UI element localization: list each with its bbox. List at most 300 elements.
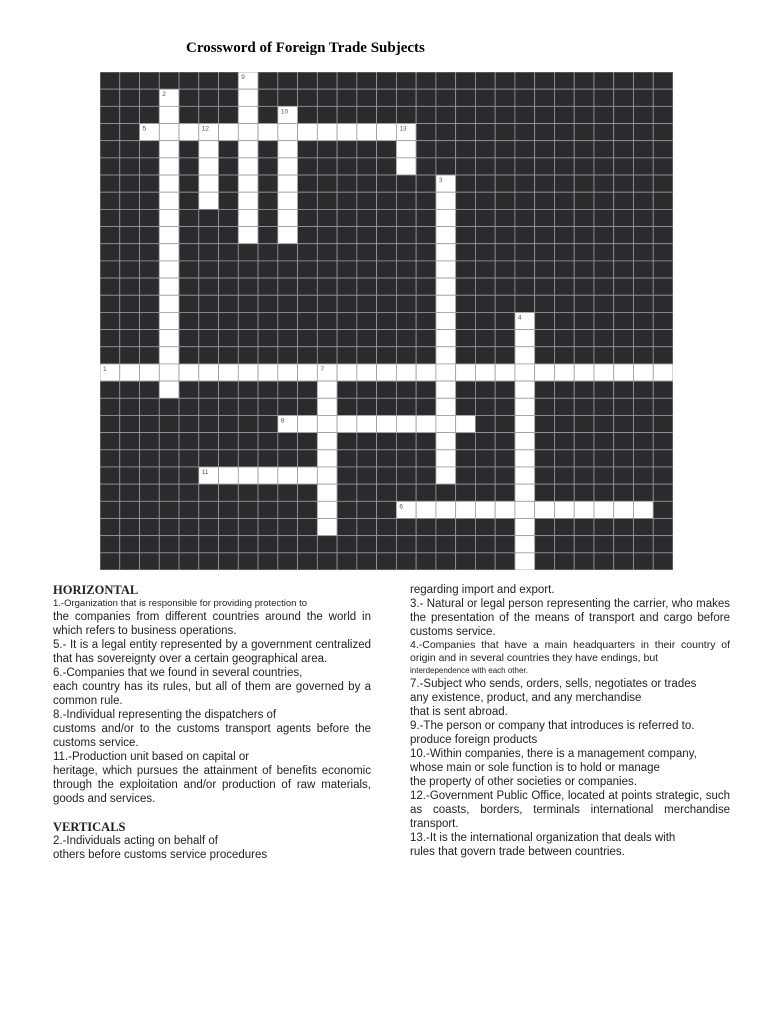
block-cell	[120, 141, 140, 158]
block-cell	[416, 330, 436, 347]
block-cell	[377, 141, 397, 158]
answer-cell[interactable]	[396, 364, 416, 381]
block-cell	[278, 312, 298, 329]
block-cell	[554, 89, 574, 106]
block-cell	[633, 227, 653, 244]
answer-cell[interactable]	[436, 501, 456, 518]
block-cell	[377, 261, 397, 278]
block-cell	[416, 312, 436, 329]
block-cell	[456, 106, 476, 123]
block-cell	[298, 192, 318, 209]
block-cell	[199, 501, 219, 518]
block-cell	[219, 536, 239, 553]
block-cell	[594, 278, 614, 295]
answer-cell[interactable]	[278, 364, 298, 381]
block-cell	[456, 295, 476, 312]
clue-number-1: 1	[103, 365, 107, 373]
block-cell	[574, 158, 594, 175]
answer-cell[interactable]	[436, 467, 456, 484]
answer-cell[interactable]	[278, 192, 298, 209]
answer-cell[interactable]	[238, 89, 258, 106]
answer-cell[interactable]	[456, 415, 476, 432]
block-cell	[614, 158, 634, 175]
block-cell	[594, 312, 614, 329]
answer-cell[interactable]	[436, 398, 456, 415]
answer-cell[interactable]	[159, 261, 179, 278]
block-cell	[554, 347, 574, 364]
block-cell	[100, 209, 120, 226]
block-cell	[120, 433, 140, 450]
answer-cell[interactable]	[298, 364, 318, 381]
answer-cell[interactable]	[416, 501, 436, 518]
answer-cell[interactable]	[475, 501, 495, 518]
block-cell	[416, 484, 436, 501]
answer-cell[interactable]	[238, 467, 258, 484]
block-cell	[515, 244, 535, 261]
block-cell	[357, 347, 377, 364]
answer-cell[interactable]	[515, 433, 535, 450]
answer-cell[interactable]	[357, 415, 377, 432]
answer-cell[interactable]	[238, 141, 258, 158]
block-cell	[535, 89, 555, 106]
block-cell	[515, 141, 535, 158]
block-cell	[219, 312, 239, 329]
clue-v4: 4.-Companies that have a main headquarters in their country of origin and in several countries they have endings, but	[410, 639, 730, 664]
answer-cell[interactable]	[515, 536, 535, 553]
answer-cell[interactable]	[159, 124, 179, 141]
block-cell	[317, 312, 337, 329]
answer-cell[interactable]	[317, 518, 337, 535]
block-cell	[278, 89, 298, 106]
block-cell	[416, 192, 436, 209]
block-cell	[258, 501, 278, 518]
block-cell	[219, 330, 239, 347]
answer-cell[interactable]	[436, 261, 456, 278]
block-cell	[456, 347, 476, 364]
answer-cell[interactable]	[535, 501, 555, 518]
answer-cell[interactable]	[317, 450, 337, 467]
answer-cell[interactable]	[258, 364, 278, 381]
answer-cell[interactable]	[436, 278, 456, 295]
answer-cell[interactable]	[377, 364, 397, 381]
answer-cell[interactable]	[199, 364, 219, 381]
block-cell	[574, 381, 594, 398]
answer-cell[interactable]	[416, 415, 436, 432]
block-cell	[100, 398, 120, 415]
block-cell	[140, 261, 160, 278]
answer-cell[interactable]	[317, 124, 337, 141]
block-cell	[535, 278, 555, 295]
horizontal-heading: HORIZONTAL	[53, 583, 139, 597]
block-cell	[515, 295, 535, 312]
block-cell	[179, 381, 199, 398]
block-cell	[475, 106, 495, 123]
block-cell	[475, 244, 495, 261]
block-cell	[337, 158, 357, 175]
block-cell	[298, 381, 318, 398]
answer-cell[interactable]	[159, 106, 179, 123]
answer-cell[interactable]	[515, 553, 535, 570]
answer-cell[interactable]	[515, 501, 535, 518]
block-cell	[179, 433, 199, 450]
block-cell	[515, 124, 535, 141]
block-cell	[475, 536, 495, 553]
answer-cell[interactable]	[337, 124, 357, 141]
answer-cell[interactable]	[337, 415, 357, 432]
block-cell	[337, 244, 357, 261]
block-cell	[535, 72, 555, 89]
answer-cell[interactable]	[574, 364, 594, 381]
block-cell	[298, 141, 318, 158]
block-cell	[159, 501, 179, 518]
block-cell	[179, 175, 199, 192]
answer-cell[interactable]	[436, 450, 456, 467]
answer-cell[interactable]	[436, 381, 456, 398]
answer-cell[interactable]	[238, 106, 258, 123]
answer-cell[interactable]	[396, 158, 416, 175]
answer-cell[interactable]	[159, 227, 179, 244]
block-cell	[337, 278, 357, 295]
answer-cell[interactable]	[436, 312, 456, 329]
answer-cell[interactable]	[298, 124, 318, 141]
answer-cell[interactable]	[396, 415, 416, 432]
answer-cell[interactable]	[258, 124, 278, 141]
answer-cell[interactable]	[199, 175, 219, 192]
answer-cell[interactable]	[238, 192, 258, 209]
crossword-grid	[100, 72, 673, 570]
answer-cell[interactable]	[159, 244, 179, 261]
answer-cell[interactable]	[396, 141, 416, 158]
answer-cell[interactable]	[179, 124, 199, 141]
answer-cell[interactable]	[436, 227, 456, 244]
block-cell	[495, 536, 515, 553]
answer-cell[interactable]	[515, 484, 535, 501]
block-cell	[554, 278, 574, 295]
block-cell	[396, 175, 416, 192]
block-cell	[199, 227, 219, 244]
clue-v13: 13.-It is the international organization that deals with	[410, 832, 676, 844]
answer-cell[interactable]	[614, 501, 634, 518]
block-cell	[515, 209, 535, 226]
block-cell	[554, 192, 574, 209]
answer-cell[interactable]	[495, 364, 515, 381]
answer-cell[interactable]	[515, 415, 535, 432]
answer-cell[interactable]	[219, 364, 239, 381]
block-cell	[199, 312, 219, 329]
block-cell	[278, 261, 298, 278]
answer-cell[interactable]	[436, 209, 456, 226]
block-cell	[495, 467, 515, 484]
block-cell	[317, 89, 337, 106]
answer-cell[interactable]	[535, 364, 555, 381]
block-cell	[495, 295, 515, 312]
block-cell	[614, 415, 634, 432]
block-cell	[554, 381, 574, 398]
answer-cell[interactable]	[515, 518, 535, 535]
answer-cell[interactable]	[436, 433, 456, 450]
answer-cell[interactable]	[377, 124, 397, 141]
answer-cell[interactable]	[159, 295, 179, 312]
answer-cell[interactable]	[436, 244, 456, 261]
block-cell	[120, 89, 140, 106]
answer-cell[interactable]	[456, 501, 476, 518]
answer-cell[interactable]	[159, 141, 179, 158]
answer-cell[interactable]	[159, 278, 179, 295]
answer-cell[interactable]	[594, 501, 614, 518]
answer-cell[interactable]	[278, 124, 298, 141]
block-cell	[554, 467, 574, 484]
block-cell	[337, 553, 357, 570]
block-cell	[554, 518, 574, 535]
block-cell	[219, 278, 239, 295]
block-cell	[100, 278, 120, 295]
block-cell	[377, 192, 397, 209]
block-cell	[377, 244, 397, 261]
answer-cell[interactable]	[515, 364, 535, 381]
block-cell	[456, 244, 476, 261]
block-cell	[100, 484, 120, 501]
answer-cell[interactable]	[416, 364, 436, 381]
answer-cell[interactable]	[317, 484, 337, 501]
block-cell	[179, 518, 199, 535]
answer-cell[interactable]	[436, 364, 456, 381]
answer-cell[interactable]	[199, 192, 219, 209]
answer-cell[interactable]	[436, 330, 456, 347]
block-cell	[495, 175, 515, 192]
block-cell	[515, 261, 535, 278]
block-cell	[633, 244, 653, 261]
block-cell	[574, 124, 594, 141]
block-cell	[436, 89, 456, 106]
block-cell	[219, 518, 239, 535]
answer-cell[interactable]	[278, 158, 298, 175]
answer-cell[interactable]	[159, 381, 179, 398]
block-cell	[653, 553, 673, 570]
block-cell	[554, 175, 574, 192]
block-cell	[357, 72, 377, 89]
block-cell	[140, 398, 160, 415]
block-cell	[140, 209, 160, 226]
answer-cell[interactable]	[456, 364, 476, 381]
answer-cell[interactable]	[238, 227, 258, 244]
block-cell	[436, 553, 456, 570]
answer-cell[interactable]	[238, 175, 258, 192]
block-cell	[594, 484, 614, 501]
block-cell	[357, 295, 377, 312]
block-cell	[495, 192, 515, 209]
block-cell	[357, 518, 377, 535]
block-cell	[238, 433, 258, 450]
answer-cell[interactable]	[159, 347, 179, 364]
clue-h11-cont: heritage, which pursues the attainment of benefits economic through the exploitation and/or production of raw materials, goods and services.	[53, 765, 371, 805]
answer-cell[interactable]	[159, 330, 179, 347]
block-cell	[337, 484, 357, 501]
answer-cell[interactable]	[633, 364, 653, 381]
answer-cell[interactable]	[436, 192, 456, 209]
block-cell	[317, 106, 337, 123]
block-cell	[219, 433, 239, 450]
answer-cell[interactable]	[614, 364, 634, 381]
answer-cell[interactable]	[219, 124, 239, 141]
block-cell	[120, 398, 140, 415]
block-cell	[179, 141, 199, 158]
answer-cell[interactable]	[238, 364, 258, 381]
answer-cell[interactable]	[357, 364, 377, 381]
answer-cell[interactable]	[377, 415, 397, 432]
block-cell	[475, 72, 495, 89]
answer-cell[interactable]	[317, 398, 337, 415]
block-cell	[515, 192, 535, 209]
block-cell	[653, 244, 673, 261]
block-cell	[574, 467, 594, 484]
block-cell	[653, 536, 673, 553]
answer-cell[interactable]	[219, 467, 239, 484]
block-cell	[574, 398, 594, 415]
block-cell	[377, 518, 397, 535]
answer-cell[interactable]	[278, 209, 298, 226]
answer-cell[interactable]	[238, 158, 258, 175]
block-cell	[614, 467, 634, 484]
answer-cell[interactable]	[554, 364, 574, 381]
answer-cell[interactable]	[238, 124, 258, 141]
block-cell	[614, 175, 634, 192]
answer-cell[interactable]	[258, 467, 278, 484]
answer-cell[interactable]	[298, 467, 318, 484]
block-cell	[456, 175, 476, 192]
block-cell	[219, 261, 239, 278]
answer-cell[interactable]	[436, 347, 456, 364]
answer-cell[interactable]	[238, 209, 258, 226]
block-cell	[594, 89, 614, 106]
block-cell	[258, 518, 278, 535]
block-cell	[574, 518, 594, 535]
block-cell	[357, 244, 377, 261]
answer-cell[interactable]	[436, 415, 456, 432]
answer-cell[interactable]	[159, 312, 179, 329]
answer-cell[interactable]	[159, 192, 179, 209]
block-cell	[179, 330, 199, 347]
answer-cell[interactable]	[179, 364, 199, 381]
answer-cell[interactable]	[515, 450, 535, 467]
answer-cell[interactable]	[140, 364, 160, 381]
block-cell	[614, 518, 634, 535]
block-cell	[495, 227, 515, 244]
block-cell	[120, 175, 140, 192]
answer-cell[interactable]	[199, 158, 219, 175]
answer-cell[interactable]	[159, 364, 179, 381]
clue-h8: 8.-Individual representing the dispatchers of	[53, 709, 277, 721]
answer-cell[interactable]	[317, 415, 337, 432]
block-cell	[594, 433, 614, 450]
block-cell	[396, 244, 416, 261]
block-cell	[219, 192, 239, 209]
block-cell	[594, 347, 614, 364]
block-cell	[475, 381, 495, 398]
block-cell	[475, 295, 495, 312]
answer-cell[interactable]	[515, 467, 535, 484]
answer-cell[interactable]	[633, 501, 653, 518]
answer-cell[interactable]	[159, 209, 179, 226]
block-cell	[653, 278, 673, 295]
block-cell	[377, 553, 397, 570]
answer-cell[interactable]	[317, 433, 337, 450]
answer-cell[interactable]	[653, 364, 673, 381]
block-cell	[456, 381, 476, 398]
answer-cell[interactable]	[515, 347, 535, 364]
block-cell	[357, 381, 377, 398]
block-cell	[436, 72, 456, 89]
block-cell	[396, 330, 416, 347]
answer-cell[interactable]	[436, 295, 456, 312]
answer-cell[interactable]	[278, 467, 298, 484]
block-cell	[653, 295, 673, 312]
block-cell	[258, 381, 278, 398]
block-cell	[140, 141, 160, 158]
answer-cell[interactable]	[475, 364, 495, 381]
answer-cell[interactable]	[554, 501, 574, 518]
block-cell	[100, 553, 120, 570]
answer-cell[interactable]	[159, 158, 179, 175]
answer-cell[interactable]	[278, 141, 298, 158]
block-cell	[574, 553, 594, 570]
answer-cell[interactable]	[278, 227, 298, 244]
block-cell	[100, 450, 120, 467]
answer-cell[interactable]	[515, 398, 535, 415]
block-cell	[475, 124, 495, 141]
block-cell	[495, 278, 515, 295]
answer-cell[interactable]	[120, 364, 140, 381]
answer-cell[interactable]	[495, 501, 515, 518]
answer-cell[interactable]	[317, 501, 337, 518]
answer-cell[interactable]	[594, 364, 614, 381]
block-cell	[653, 209, 673, 226]
block-cell	[298, 295, 318, 312]
block-cell	[179, 347, 199, 364]
block-cell	[554, 450, 574, 467]
block-cell	[337, 72, 357, 89]
block-cell	[535, 295, 555, 312]
block-cell	[535, 553, 555, 570]
block-cell	[495, 141, 515, 158]
block-cell	[219, 484, 239, 501]
answer-cell[interactable]	[298, 415, 318, 432]
block-cell	[258, 312, 278, 329]
answer-cell[interactable]	[357, 124, 377, 141]
block-cell	[574, 244, 594, 261]
answer-cell[interactable]	[199, 141, 219, 158]
answer-cell[interactable]	[574, 501, 594, 518]
answer-cell[interactable]	[278, 175, 298, 192]
block-cell	[377, 536, 397, 553]
answer-cell[interactable]	[515, 381, 535, 398]
block-cell	[357, 536, 377, 553]
block-cell	[614, 89, 634, 106]
answer-cell[interactable]	[159, 175, 179, 192]
block-cell	[199, 553, 219, 570]
answer-cell[interactable]	[337, 364, 357, 381]
block-cell	[574, 106, 594, 123]
block-cell	[317, 553, 337, 570]
crossword-title: Crossword of Foreign Trade Subjects	[186, 40, 425, 56]
block-cell	[219, 415, 239, 432]
answer-cell[interactable]	[317, 381, 337, 398]
block-cell	[396, 312, 416, 329]
block-cell	[456, 518, 476, 535]
answer-cell[interactable]	[515, 330, 535, 347]
block-cell	[396, 278, 416, 295]
answer-cell[interactable]	[317, 467, 337, 484]
block-cell	[475, 450, 495, 467]
